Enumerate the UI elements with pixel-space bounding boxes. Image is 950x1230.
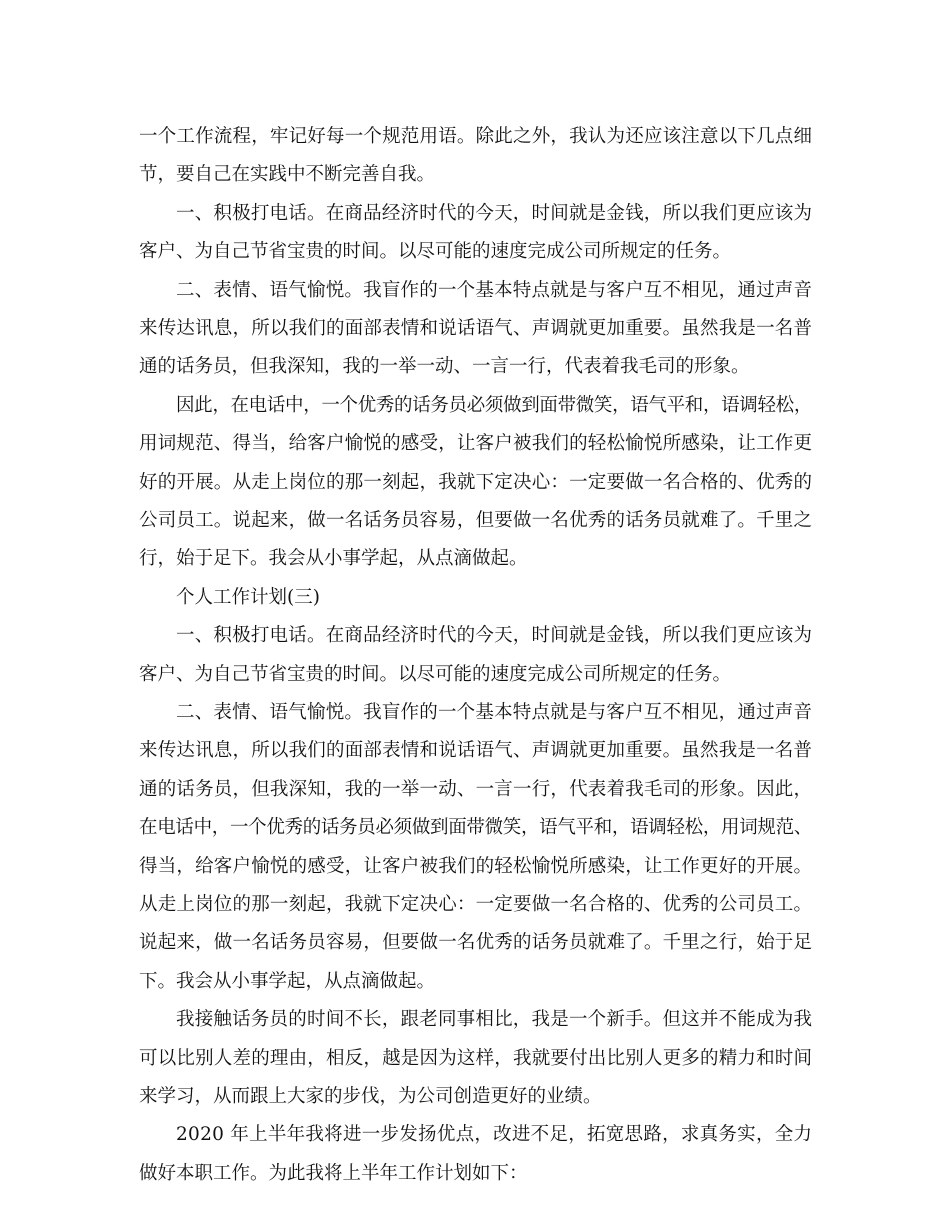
text-line (0, 117, 950, 157)
text-line (0, 271, 950, 311)
text-line (0, 232, 950, 272)
text-line-content: 来传达讯息，所以我们的面部表情和说话语气、声调就更加重要。虽然我是一名普 (139, 740, 813, 762)
text-line (0, 347, 950, 387)
text-line (0, 731, 950, 771)
text-line-content: 个人工作计划(三) (176, 586, 320, 608)
text-line-content: 通的话务员，但我深知，我的一举一动、一言一行，代表着我毛司的形象。因此， (139, 778, 813, 800)
text-line (0, 847, 950, 887)
text-line (0, 655, 950, 695)
text-line-content: 可以比别人差的理由，相反，越是因为这样，我就要付出比别人更多的精力和时间 (139, 1047, 813, 1069)
text-line-content: 二、表情、语气愉悦。我盲作的一个基本特点就是与客户互不相见，通过声音 (176, 702, 813, 723)
text-line (0, 578, 950, 618)
text-line (0, 1154, 950, 1194)
text-line (0, 923, 950, 963)
text-line (0, 463, 950, 503)
text-line-content: 行，始于足下。我会从小事学起，从点滴做起。 (139, 548, 528, 570)
text-line (0, 386, 950, 426)
text-line-content: 用词规范、得当，给客户愉悦的感受，让客户被我们的轻松愉悦所感染，让工作更 (139, 433, 813, 455)
text-line (0, 1000, 950, 1040)
text-line (0, 424, 950, 464)
text-line (0, 616, 950, 656)
text-line-content: 节，要自己在实践中不断完善自我。 (139, 164, 436, 186)
text-line (0, 309, 950, 349)
text-line (0, 962, 950, 1002)
text-line (0, 770, 950, 810)
text-line-content: 做好本职工作。为此我将上半年工作计划如下： (139, 1162, 528, 1184)
text-line-content: 因此，在电话中，一个优秀的话务员必须做到面带微笑，语气平和，语调轻松， (176, 394, 812, 416)
text-line (0, 501, 950, 541)
text-line-content: 2020 年上半年我将进一步发扬优点，改进不足，拓宽思路，求真务实，全力 (176, 1124, 813, 1146)
text-line (0, 155, 950, 195)
text-line-content: 来传达讯息，所以我们的面部表情和说话语气、声调就更加重要。虽然我是一名普 (139, 318, 813, 339)
text-line-content: 来学习，从而跟上大家的步伐，为公司创造更好的业绩。 (139, 1086, 602, 1107)
text-line (0, 808, 950, 848)
text-line-content: 通的话务员，但我深知，我的一举一动、一言一行，代表着我毛司的形象。 (139, 356, 750, 378)
text-line-content: 一、积极打电话。在商品经济时代的今天，时间就是金钱，所以我们更应该为 (176, 202, 813, 224)
text-line (0, 539, 950, 579)
text-line (0, 1077, 950, 1117)
text-line-content: 得当，给客户愉悦的感受，让客户被我们的轻松愉悦所感染，让工作更好的开展。 (139, 855, 813, 877)
text-line (0, 194, 950, 234)
text-line-content: 一个工作流程，牢记好每一个规范用语。除此之外，我认为还应该注意以下几点细 (139, 126, 813, 147)
text-line (0, 1115, 950, 1155)
text-line-content: 在电话中，一个优秀的话务员必须做到面带微笑，语气平和，语调轻松，用词规范、 (139, 817, 812, 839)
text-line-content: 一、积极打电话。在商品经济时代的今天，时间就是金钱，所以我们更应该为 (176, 625, 813, 647)
text-line-content: 从走上岗位的那一刻起，我就下定决心：一定要做一名合格的、优秀的公司员工。 (139, 894, 813, 915)
text-line-content: 我接触话务员的时间不长，跟老同事相比，我是一个新手。但这并不能成为我 (176, 1009, 813, 1031)
text-line-content: 客户、为自己节省宝贵的时间。以尽可能的速度完成公司所规定的任务。 (139, 663, 732, 685)
text-line-content: 公司员工。说起来，做一名话务员容易，但要做一名优秀的话务员就难了。千里之 (139, 510, 813, 531)
text-line-content: 下。我会从小事学起，从点滴做起。 (139, 970, 436, 992)
text-line (0, 885, 950, 925)
text-line-content: 二、表情、语气愉悦。我盲作的一个基本特点就是与客户互不相见，通过声音 (176, 279, 813, 301)
text-line-content: 客户、为自己节省宝贵的时间。以尽可能的速度完成公司所规定的任务。 (139, 241, 732, 263)
text-line-content: 说起来，做一名话务员容易，但要做一名优秀的话务员就难了。千里之行，始于足 (139, 932, 813, 954)
text-line (0, 693, 950, 733)
text-line-content: 好的开展。从走上岗位的那一刻起，我就下定决心：一定要做一名合格的、优秀的 (139, 471, 813, 493)
text-line (0, 1039, 950, 1079)
